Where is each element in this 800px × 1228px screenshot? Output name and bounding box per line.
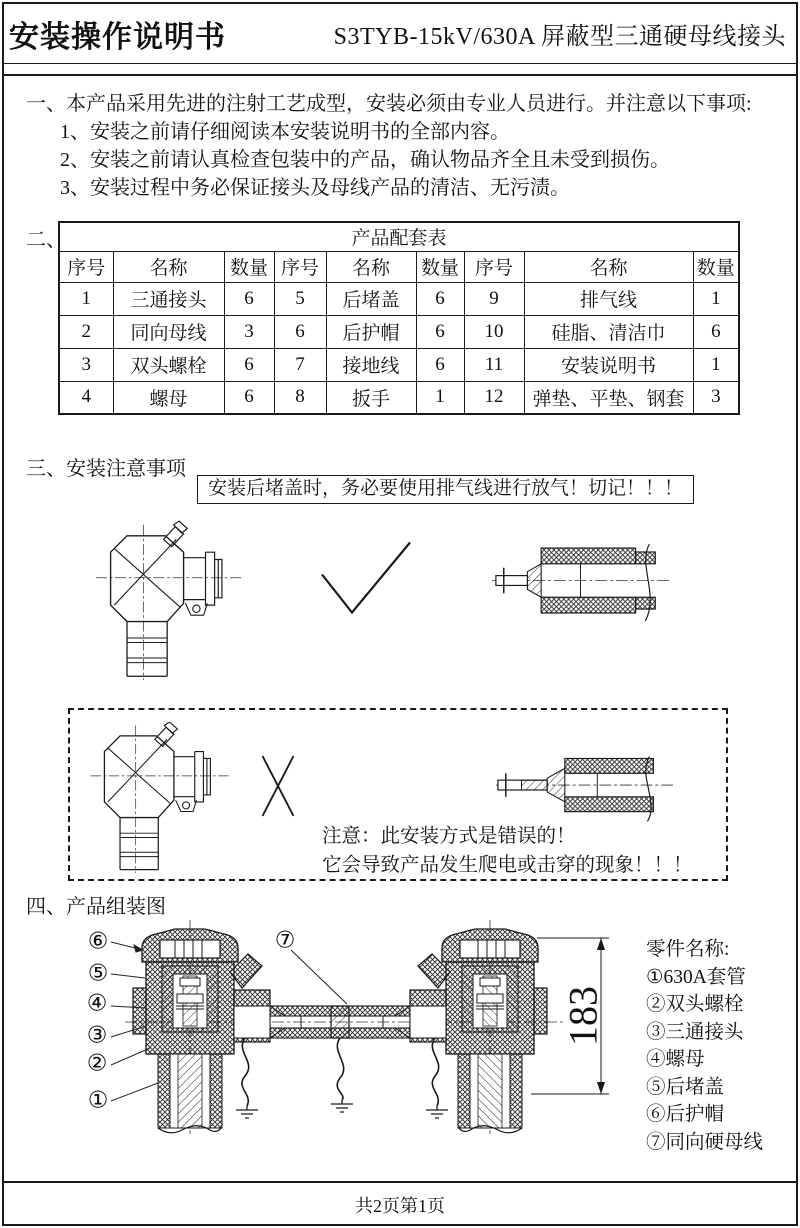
table-cell: 1 — [416, 381, 464, 414]
assembly-diagram — [85, 920, 630, 1137]
table-cell: 12 — [464, 381, 524, 414]
table-title: 产品配套表 — [59, 222, 739, 251]
parts-list-item: ⑥后护帽 — [646, 1104, 725, 1125]
section1-item: 2、安装之前请认真检查包装中的产品，确认物品齐全且未受到损伤。 — [60, 149, 670, 171]
section1-item: 3、安装过程中务必保证接头及母线产品的清洁、无污渍。 — [60, 177, 570, 199]
header-separator — [4, 65, 796, 76]
table-row — [59, 348, 739, 381]
col-header: 数量 — [416, 251, 464, 282]
table-cell: 3 — [693, 381, 739, 414]
dimension-value: 183 — [560, 986, 606, 1046]
table-row — [59, 315, 739, 348]
table-cell: 1 — [59, 282, 113, 315]
parts-list-item: ②双头螺栓 — [646, 994, 744, 1015]
table-cell: 硅脂、清洁巾 — [524, 315, 693, 348]
table-cell: 排气线 — [524, 282, 693, 315]
table-cell: 11 — [464, 348, 524, 381]
table-cell: 1 — [693, 348, 739, 381]
table-cell: 2 — [59, 315, 113, 348]
parts-list-item: ④螺母 — [646, 1049, 705, 1070]
product-title: S3TYB-15kV/630A 屏蔽型三通硬母线接头 — [333, 24, 786, 50]
table-cell: 双头螺栓 — [113, 348, 224, 381]
table-cell: 6 — [274, 315, 326, 348]
vent-warning-box: 安装后堵盖时，务必要使用排气线进行放气！切记！！！ — [197, 475, 694, 504]
callout-5: ⑤ — [87, 960, 109, 986]
product-kit-table — [58, 221, 740, 415]
section4-label: 四、产品组装图 — [26, 896, 166, 918]
note-line-2: 它会导致产品发生爬电或击穿的现象！！！ — [322, 855, 693, 876]
table-cell: 6 — [224, 282, 274, 315]
table-cell: 弹垫、平垫、钢套 — [524, 381, 693, 414]
callout-3: ③ — [86, 1022, 108, 1048]
table-cell: 6 — [693, 315, 739, 348]
section-precautions — [26, 90, 771, 202]
table-header-row — [59, 251, 739, 282]
table-cell: 安装说明书 — [524, 348, 693, 381]
table-cell: 螺母 — [113, 381, 224, 414]
table-cell: 4 — [59, 381, 113, 414]
parts-name-list — [646, 936, 763, 1156]
table-row — [59, 381, 739, 414]
footer — [4, 1181, 796, 1222]
parts-list-item: ⑤后堵盖 — [646, 1076, 725, 1098]
parts-list-item: ⑦同向硬母线 — [646, 1131, 764, 1153]
callout-4: ④ — [86, 990, 108, 1016]
table-cell: 6 — [224, 381, 274, 414]
table-title-row — [59, 222, 739, 251]
table-cell: 后堵盖 — [326, 282, 416, 315]
table-cell: 6 — [416, 348, 464, 381]
table-cell: 接地线 — [326, 348, 416, 381]
callout-1: ① — [87, 1087, 109, 1113]
table-cell: 1 — [693, 282, 739, 315]
check-mark-icon — [316, 536, 416, 622]
col-header: 数量 — [224, 251, 274, 282]
section3-label: 三、安装注意事项 — [26, 458, 186, 480]
callout-7: ⑦ — [274, 927, 296, 953]
parts-list-title: 零件名称: — [646, 939, 730, 960]
table-cell: 3 — [224, 315, 274, 348]
col-header: 序号 — [59, 251, 113, 282]
tee-joint-drawing-wrong — [90, 722, 230, 874]
col-header: 数量 — [693, 251, 739, 282]
vent-line-wrong-drawing — [494, 754, 676, 824]
table-cell: 扳手 — [326, 381, 416, 414]
table-cell: 8 — [274, 381, 326, 414]
wrong-installation-box — [68, 708, 728, 881]
col-header: 序号 — [274, 251, 326, 282]
callout-2: ② — [86, 1050, 108, 1076]
col-header: 名称 — [326, 251, 416, 282]
col-header: 名称 — [113, 251, 224, 282]
table-cell: 同向母线 — [113, 315, 224, 348]
table-cell: 3 — [59, 348, 113, 381]
section1-item: 1、安装之前请仔细阅读本安装说明书的全部内容。 — [60, 121, 510, 143]
col-header: 序号 — [464, 251, 524, 282]
ground-wires — [236, 1038, 448, 1118]
table-row — [59, 282, 739, 315]
table-cell: 5 — [274, 282, 326, 315]
table-cell: 6 — [224, 348, 274, 381]
table-cell: 三通接头 — [113, 282, 224, 315]
table-cell: 6 — [416, 282, 464, 315]
table-cell: 6 — [416, 315, 464, 348]
header — [4, 4, 796, 64]
parts-list-item: ③三通接头 — [646, 1021, 744, 1043]
table-cell: 10 — [464, 315, 524, 348]
table-cell: 后护帽 — [326, 315, 416, 348]
parts-list-item: ①630A套管 — [646, 966, 746, 988]
document-title: 安装操作说明书 — [9, 20, 226, 54]
table-cell: 9 — [464, 282, 524, 315]
section2-label: 二、 — [26, 229, 66, 251]
vent-line-correct-drawing — [490, 540, 672, 624]
table-cell: 7 — [274, 348, 326, 381]
page-number: 共2页第1页 — [355, 1196, 445, 1216]
wrong-installation-note — [322, 822, 693, 880]
callout-6: ⑥ — [87, 928, 109, 954]
tee-joint-drawing-correct — [96, 517, 242, 685]
col-header: 名称 — [524, 251, 693, 282]
section1-intro: 一、本产品采用先进的注射工艺成型，安装必须由专业人员进行。并注意以下事项: — [26, 93, 752, 115]
note-line-1: 注意：此安装方式是错误的！ — [322, 826, 576, 847]
assembly-drawing — [85, 920, 630, 1137]
x-mark-icon — [260, 754, 296, 818]
